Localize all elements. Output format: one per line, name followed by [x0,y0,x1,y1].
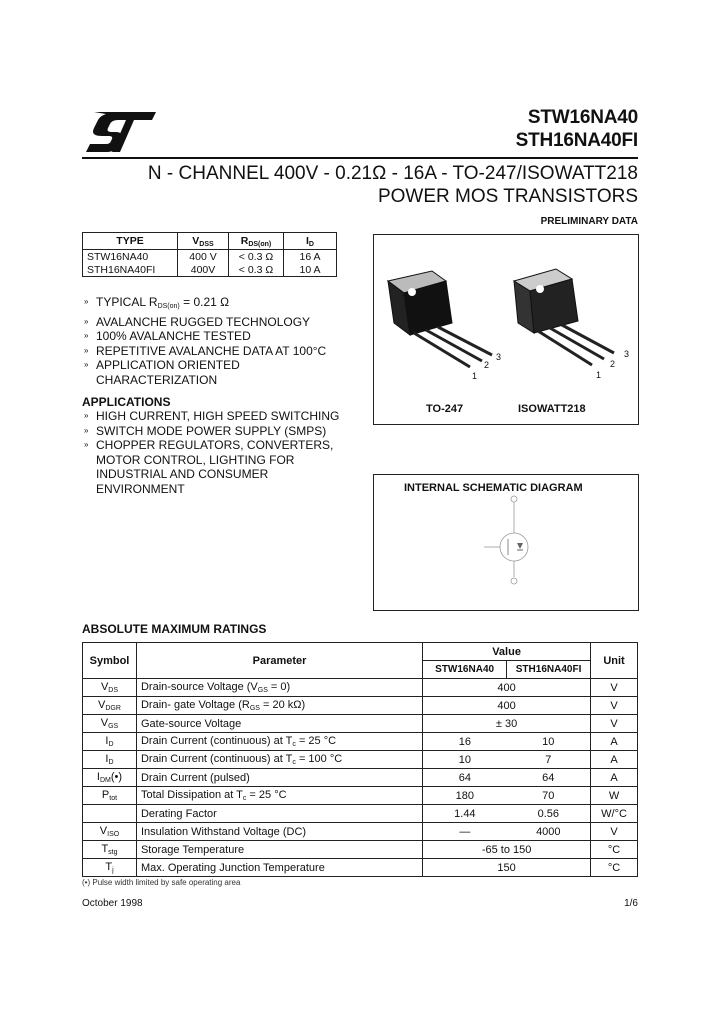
footnote: (•) Pulse width limited by safe operating area [82,878,241,887]
col-value-stw: STW16NA40 [423,661,507,679]
subtitle-line-1: N - CHANNEL 400V - 0.21Ω - 16A - TO-247/ISOWATT218 [147,163,638,184]
col-rds: $R_{DS(on)}$ [229,233,284,250]
to247-package [388,271,492,367]
st-logo [84,110,158,154]
ratings-title: ABSOLUTE MAXIMUM RATINGS [82,622,267,636]
mosfet-symbol [374,475,638,610]
table-row: $T_{stg}$ Storage Temperature -65 to 150 °C [83,841,638,859]
pin-label: 3 [496,352,502,362]
table-row: $V_{DS}$ Drain-source Voltage $(V_{GS} = 0)$ 400 V [83,679,638,697]
package-drawing [374,235,638,424]
list-item: ENVIRONMENT [96,481,185,496]
header-rule [82,157,638,159]
pin-label: 1 [596,370,602,380]
pin-label: 3 [624,349,630,359]
col-id: $I_D$ [284,233,337,250]
col-parameter: Parameter [136,643,422,679]
pin-label: 1 [472,371,478,381]
table-row: $V_{ISO}$ Insulation Withstand Voltage (DC) — 4000 V [83,823,638,841]
table-row: STH16NA40FI 400V < 0.3 Ω 10 A [83,263,337,277]
list-item: » CHOPPER REGULATORS, CONVERTERS, [82,438,339,453]
isowatt218-package [514,269,614,365]
part-number-1: STW16NA40 [527,107,638,128]
table-row: $V_{GS}$ Gate-source Voltage ± 30 V [83,715,638,733]
footer-date: October 1998 [82,898,143,909]
list-item: CHARACTERIZATION [96,372,218,387]
table-row: Derating Factor 1.44 0.56 W/°C [83,805,638,823]
schematic-figure [373,474,639,611]
table-row: $I_D$ Drain Current (continuous) at $T_c = 100$ °C 10 7 A [83,751,638,769]
list-item: INDUSTRIAL AND CONSUMER [96,467,269,482]
schematic-title: INTERNAL SCHEMATIC DIAGRAM [404,482,583,494]
part-number-2: STH16NA40FI [515,130,638,151]
preliminary-label: PRELIMINARY DATA [540,216,638,227]
table-row: $I_{DM}(•)$ Drain Current (pulsed) 64 64 A [83,769,638,787]
page-number: 1/6 [624,898,638,909]
pin-label: 2 [610,359,616,369]
isowatt218-label: ISOWATT218 [518,403,586,415]
table-row: STW16NA40 400 V < 0.3 Ω 16 A [83,250,337,264]
applications-list [82,409,339,497]
list-item: » 100% AVALANCHE TESTED [82,329,326,344]
package-figure [373,234,639,425]
to247-label: TO-247 [426,403,464,415]
ratings-table [82,642,638,877]
list-item: » SWITCH MODE POWER SUPPLY (SMPS) [82,424,339,439]
applications-title: APPLICATIONS [82,395,171,409]
list-item: » TYPICAL $R_{DS(on)} = 0.21$ Ω [82,295,326,315]
feature-list [82,295,326,388]
table-row: $V_{DGR}$ Drain- gate Voltage ($R_{GS} = 20$ kΩ) 400 V [83,697,638,715]
list-item: » REPETITIVE AVALANCHE DATA AT 100°C [82,344,326,359]
subtitle-line-2: POWER MOS TRANSISTORS [377,186,638,207]
table-row: $P_{tot}$ Total Dissipation at $T_c = 25$ °C 180 70 W [83,787,638,805]
col-symbol: Symbol [83,643,137,679]
pin-label: 2 [484,360,490,370]
table-row: $I_D$ Drain Current (continuous) at $T_c = 25$ °C 16 10 A [83,733,638,751]
col-vdss: $V_{DSS}$ [178,233,229,250]
list-item: » HIGH CURRENT, HIGH SPEED SWITCHING [82,409,339,424]
list-item: » APPLICATION ORIENTED [82,358,326,373]
col-type: TYPE [83,233,178,250]
table-row: $T_j$ Max. Operating Junction Temperature 150 °C [83,859,638,877]
col-value: Value [423,643,591,661]
list-item: » AVALANCHE RUGGED TECHNOLOGY [82,315,326,330]
summary-table [82,232,337,277]
list-item: MOTOR CONTROL, LIGHTING FOR [96,452,295,467]
col-unit: Unit [591,643,638,679]
col-value-sth: STH16NA40FI [507,661,591,679]
